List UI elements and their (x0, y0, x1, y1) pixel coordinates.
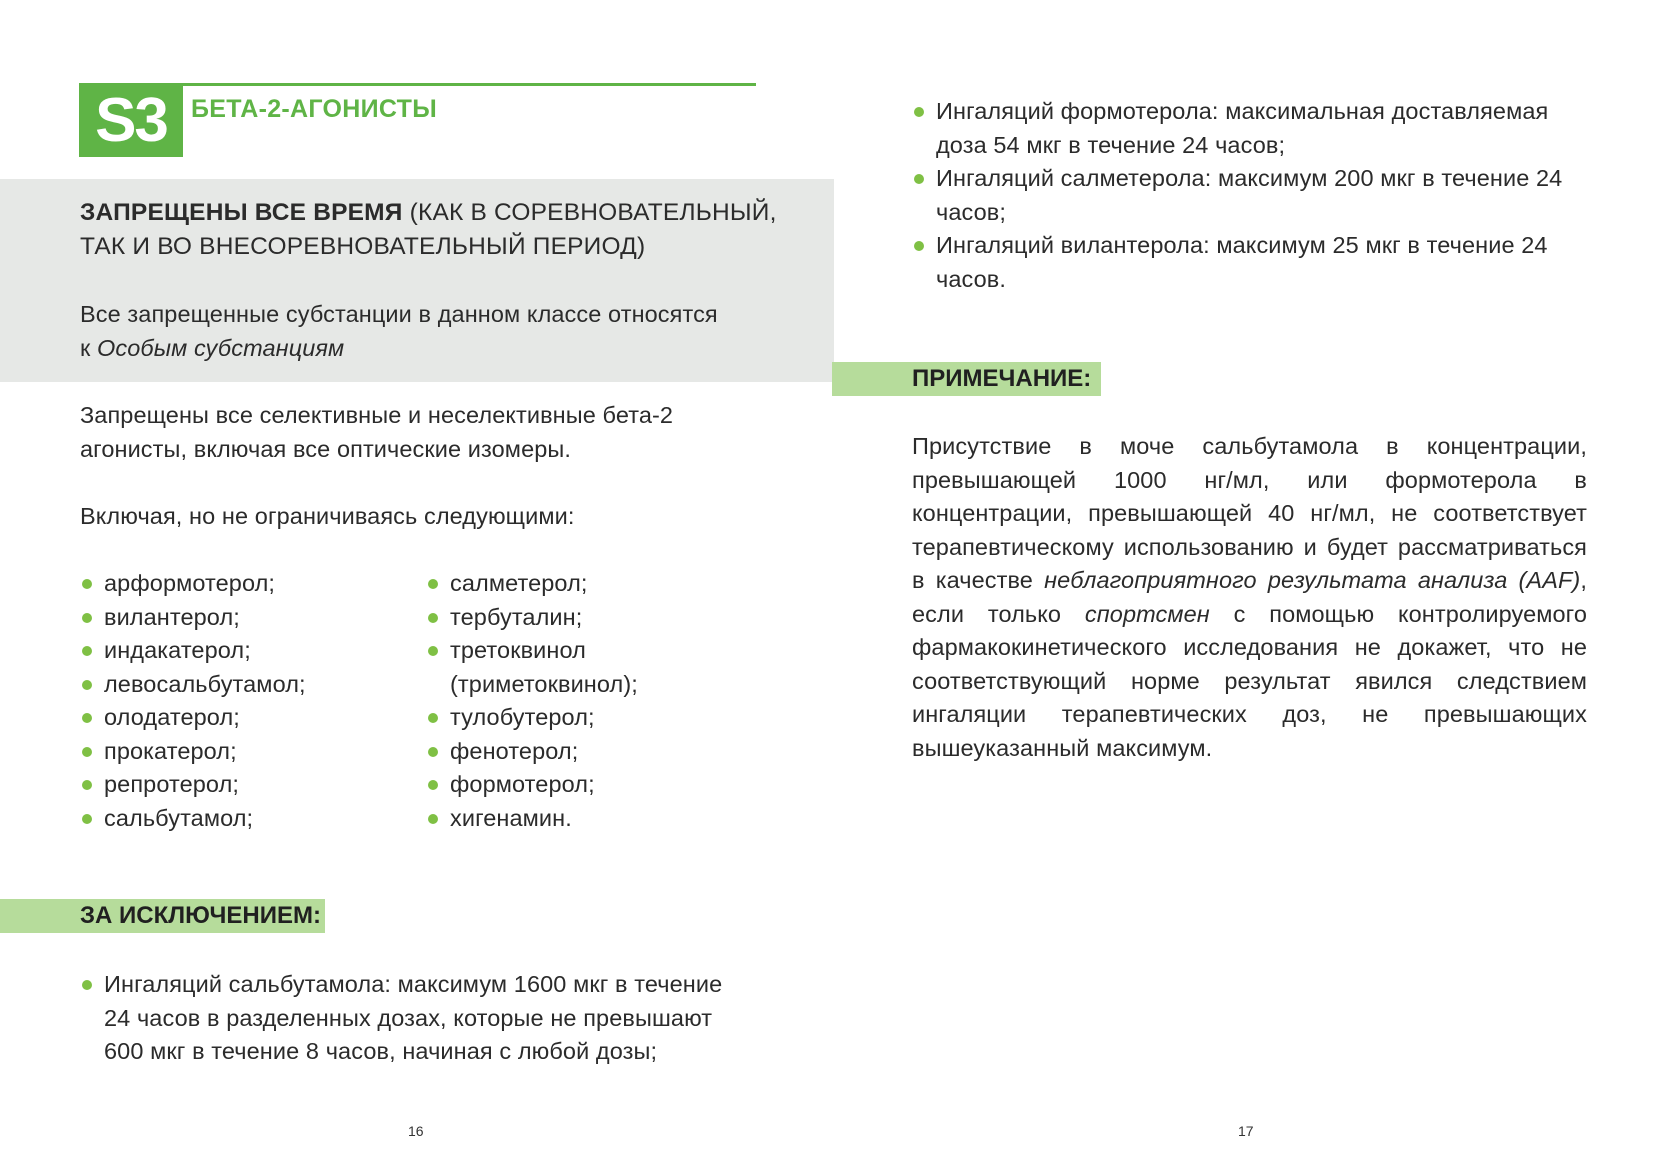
list-item: Ингаляций формотерола: максимальная доставляемая доза 54 мкг в течение 24 часов; (912, 95, 1572, 162)
banner-bold: ЗАПРЕЩЕНЫ ВСЕ ВРЕМЯ (80, 199, 403, 226)
page-number-left: 16 (408, 1123, 424, 1139)
substance-list-col1 (80, 567, 400, 835)
right-exception-list (912, 95, 1572, 296)
list-item: тулобутерол; (426, 701, 666, 735)
note-bar: ПРИМЕЧАНИЕ: (832, 362, 1101, 396)
list-item: арформотерол; (80, 567, 400, 601)
athlete-term: спортсмен (1084, 600, 1210, 627)
banner-title (80, 196, 777, 263)
list-item: индакатерол; (80, 634, 400, 668)
aaf-term: неблагоприятного результата анализа (AAF) (1044, 567, 1581, 593)
page-number-right: 17 (1238, 1123, 1254, 1139)
banner-note-prefix: к (80, 334, 98, 361)
list-item: прокатерол; (80, 735, 400, 769)
list-item: олодатерол; (80, 701, 400, 735)
banner-note-line1: Все запрещенные субстанции в данном классе относятся (80, 301, 718, 327)
note-text-2: , если только (912, 567, 1587, 627)
banner-title-line1 (80, 196, 777, 230)
banner-title-line2: ТАК И ВО ВНЕСОРЕВНОВАТЕЛЬНЫЙ ПЕРИОД) (80, 232, 646, 260)
exception-list (80, 968, 740, 1069)
exception-bar: ЗА ИСКЛЮЧЕНИЕМ: (0, 899, 325, 933)
section-badge: S3 (79, 85, 183, 157)
intro-paragraph: Запрещены все селективные и неселективные бета-2 агонисты, включая все оптические изомеры. (80, 402, 674, 462)
list-item: формотерол; (426, 768, 666, 802)
list-item: сальбутамол; (80, 802, 400, 836)
list-item: хигенамин. (426, 802, 666, 836)
banner-note (80, 298, 718, 365)
list-item: левосальбутамол; (80, 668, 400, 702)
note-paragraph (912, 430, 1587, 765)
list-item: Ингаляций вилантерола: максимум 25 мкг в течение 24 часов. (912, 229, 1572, 296)
list-item: третоквинол (триметоквинол); (426, 634, 666, 701)
list-item: вилантерол; (80, 601, 400, 635)
list-item: Ингаляций салметерола: максимум 200 мкг в течение 24 часов; (912, 162, 1572, 229)
including-label: Включая, но не ограничиваясь следующими: (80, 503, 575, 529)
list-item: тербуталин; (426, 601, 666, 635)
banner-note-line2 (80, 332, 718, 366)
note-text-1: Присутствие в моче сальбутамола в концентрации, превышающей 1000 нг/мл, или формотерола в концентрации, превышающей 40 нг/мл, не соответствует терапевтическому использованию и будет рассматриваться в качестве (912, 433, 1587, 593)
list-item: Ингаляций сальбутамола: максимум 1600 мкг в течение 24 часов в разделенных дозах, которые не превышают 600 мкг в течение 8 часов, начиная с любой дозы; (80, 968, 740, 1069)
substance-list-col2 (426, 567, 666, 835)
list-item: фенотерол; (426, 735, 666, 769)
list-item: салметерол; (426, 567, 666, 601)
special-substances-term: Особым субстанциям (97, 334, 345, 361)
list-item: репротерол; (80, 768, 400, 802)
note-text-3: с помощью контролируемого фармакокинетического исследования не докажет, что не соответствующий норме результат явился следствием ингаляции терапевтических доз, не превышающих вышеуказанный максимум. (912, 600, 1587, 761)
banner-line1-rest: (КАК В СОРЕВНОВАТЕЛЬНЫЙ, (402, 199, 777, 226)
section-heading: БЕТА-2-АГОНИСТЫ (191, 95, 437, 123)
